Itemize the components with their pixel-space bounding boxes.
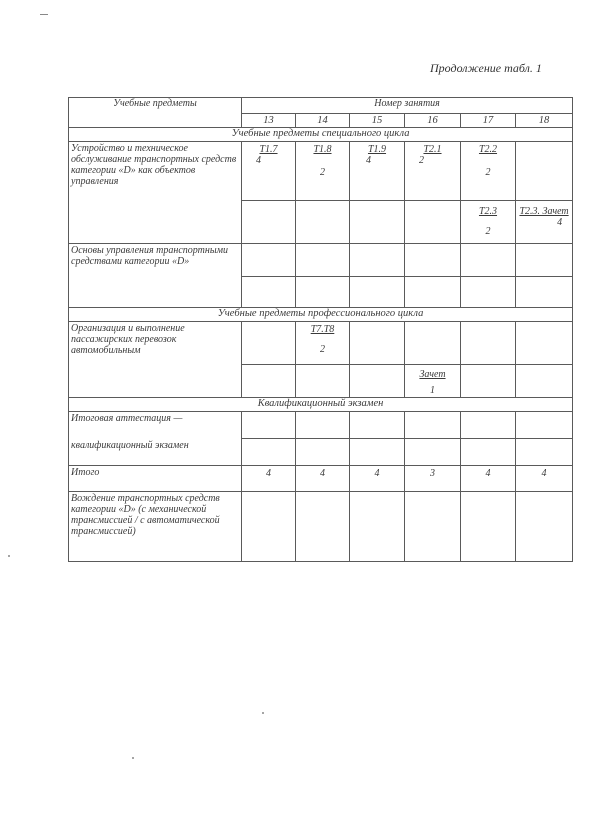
attestation-cell bbox=[296, 412, 350, 439]
attestation-cell bbox=[516, 439, 573, 466]
topic-label: Т2.2 bbox=[478, 144, 498, 155]
subject-control: Основы управления транспортными средствами категории «D» bbox=[69, 244, 242, 308]
attestation-cell bbox=[242, 412, 296, 439]
device-cell-17 bbox=[461, 142, 516, 201]
passenger-cell bbox=[516, 365, 573, 398]
driving-cell bbox=[405, 492, 461, 562]
table-caption: Продолжение табл. 1 bbox=[430, 61, 542, 75]
control-cell bbox=[350, 244, 405, 277]
passenger-cell bbox=[242, 322, 296, 365]
control-cell bbox=[461, 277, 516, 308]
total-13: 4 bbox=[242, 466, 296, 492]
hours-value: 4 bbox=[557, 217, 563, 228]
total-18: 4 bbox=[516, 466, 573, 492]
topic-label: Т2.3 bbox=[478, 206, 498, 217]
section-qualification: Квалификационный экзамен bbox=[69, 398, 573, 412]
scan-speck bbox=[132, 757, 134, 759]
section-special: Учебные предметы специального цикла bbox=[69, 128, 573, 142]
scan-speck bbox=[40, 14, 48, 15]
header-number-16: 16 bbox=[405, 114, 461, 128]
control-cell bbox=[242, 277, 296, 308]
control-cell bbox=[405, 244, 461, 277]
scan-speck bbox=[262, 712, 264, 714]
device-cell-18 bbox=[516, 142, 573, 201]
driving-cell bbox=[350, 492, 405, 562]
topic-label: Т1.7 bbox=[259, 144, 278, 155]
passenger-cell bbox=[461, 365, 516, 398]
control-cell bbox=[461, 244, 516, 277]
attestation-cell bbox=[296, 439, 350, 466]
driving-cell bbox=[296, 492, 350, 562]
passenger-cell bbox=[350, 365, 405, 398]
topic-label: Зачет bbox=[419, 369, 446, 380]
hours-value: 2 bbox=[320, 344, 325, 355]
total-14: 4 bbox=[296, 466, 350, 492]
hours-value: 2 bbox=[320, 167, 325, 178]
topic-label: Т2.1 bbox=[423, 144, 442, 155]
passenger-cell bbox=[516, 322, 573, 365]
hours-value: 1 bbox=[430, 385, 435, 396]
control-cell bbox=[516, 277, 573, 308]
section-professional: Учебные предметы профессионального цикла bbox=[69, 308, 573, 322]
device-cell-14 bbox=[296, 142, 350, 201]
schedule-table bbox=[68, 97, 573, 562]
device-cell-17-b bbox=[461, 201, 516, 244]
passenger-cell-14 bbox=[296, 322, 350, 365]
control-cell bbox=[296, 277, 350, 308]
control-cell bbox=[405, 277, 461, 308]
control-cell bbox=[516, 244, 573, 277]
device-cell-16-b bbox=[405, 201, 461, 244]
attestation-cell bbox=[405, 412, 461, 439]
subject-passenger: Организация и выполнение пассажирских перевозок автомобильным bbox=[69, 322, 242, 398]
driving-cell bbox=[242, 492, 296, 562]
topic-label: Т7.Т8 bbox=[310, 324, 335, 335]
control-cell bbox=[296, 244, 350, 277]
subject-device: Устройство и техническое обслуживание транспортных средств категории «D» как объектов управления bbox=[69, 142, 242, 244]
topic-label bbox=[516, 142, 572, 144]
topic-label: Т1.9 bbox=[367, 144, 387, 155]
control-cell bbox=[242, 244, 296, 277]
hours-value: 2 bbox=[419, 155, 424, 166]
passenger-cell bbox=[461, 322, 516, 365]
attestation-cell bbox=[461, 412, 516, 439]
passenger-cell-16-b bbox=[405, 365, 461, 398]
attestation-cell bbox=[405, 439, 461, 466]
subject-attestation-line1: Итоговая аттестация — bbox=[69, 412, 242, 439]
device-cell-15-b bbox=[350, 201, 405, 244]
device-cell-13-b bbox=[242, 201, 296, 244]
topic-label: Т1.8 bbox=[313, 144, 332, 155]
hours-value: 2 bbox=[485, 226, 491, 237]
attestation-cell bbox=[461, 439, 516, 466]
driving-cell bbox=[516, 492, 573, 562]
attestation-cell bbox=[350, 412, 405, 439]
passenger-cell bbox=[296, 365, 350, 398]
device-cell-18-b bbox=[516, 201, 573, 244]
driving-cell bbox=[461, 492, 516, 562]
control-cell bbox=[350, 277, 405, 308]
total-15: 4 bbox=[350, 466, 405, 492]
header-number-17: 17 bbox=[461, 114, 516, 128]
total-16: 3 bbox=[405, 466, 461, 492]
attestation-cell bbox=[350, 439, 405, 466]
device-cell-15 bbox=[350, 142, 405, 201]
passenger-cell bbox=[350, 322, 405, 365]
header-number-13: 13 bbox=[242, 114, 296, 128]
header-number-15: 15 bbox=[350, 114, 405, 128]
subject-attestation-line2: квалификационный экзамен bbox=[69, 439, 242, 466]
header-subjects: Учебные предметы bbox=[69, 98, 242, 128]
subject-total: Итого bbox=[69, 466, 242, 492]
device-cell-16 bbox=[405, 142, 461, 201]
hours-value: 2 bbox=[485, 167, 491, 178]
device-cell-13 bbox=[242, 142, 296, 201]
attestation-cell bbox=[516, 412, 573, 439]
passenger-cell bbox=[242, 365, 296, 398]
scan-speck bbox=[8, 555, 10, 557]
device-cell-14-b bbox=[296, 201, 350, 244]
header-lesson-number: Номер занятия bbox=[242, 98, 573, 114]
attestation-cell bbox=[242, 439, 296, 466]
total-17: 4 bbox=[461, 466, 516, 492]
topic-label: Т2.3. Зачет bbox=[519, 206, 569, 217]
subject-driving: Вождение транспортных средств категории «D» (с механической трансмиссией / с автоматической трансмиссией) bbox=[69, 492, 242, 562]
passenger-cell bbox=[405, 322, 461, 365]
header-number-18: 18 bbox=[516, 114, 573, 128]
hours-value: 4 bbox=[256, 155, 261, 166]
hours-value: 4 bbox=[366, 155, 371, 166]
header-number-14: 14 bbox=[296, 114, 350, 128]
